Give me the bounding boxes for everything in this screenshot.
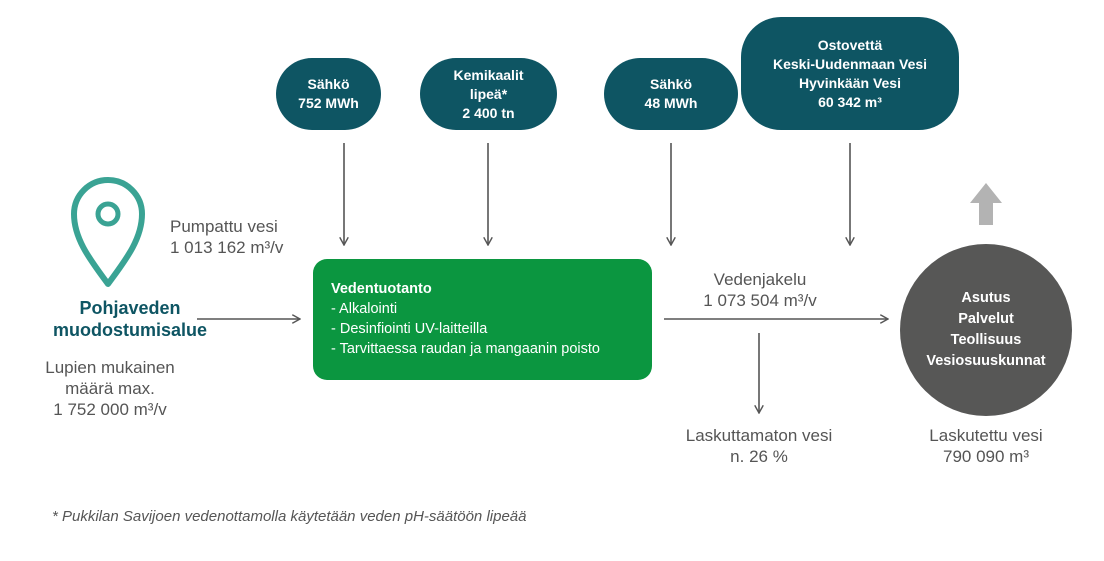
electricity-1-value: 752 MWh [298, 95, 359, 111]
purchased-water-supplier-1: Keski-Uudenmaan Vesi [772, 55, 928, 72]
groundwater-area-title: Pohjaveden muodostumisalue [52, 298, 208, 340]
up-arrow-icon [970, 183, 1002, 225]
production-title: Vedentuotanto [331, 281, 432, 297]
input-chemicals [420, 58, 557, 130]
unbilled-water: Laskuttamaton vesi n. 26 % [685, 426, 833, 466]
footnote: * Pukkilan Savijoen vedenottamolla käytetään veden pH-säätöön lipeää [52, 508, 527, 525]
chemicals-type: lipeä* [469, 85, 508, 102]
consumer-cooperatives: Vesiosuuskunnat [926, 353, 1046, 369]
permit-amount: Lupien mukainen määrä max. 1 752 000 m³/v [45, 358, 175, 419]
billed-water: Laskutettu vesi 790 090 m³ [929, 426, 1043, 466]
purchased-water-value: 60 342 m³ [818, 93, 882, 110]
production-item: - Desinfiointi UV-laitteilla [331, 321, 488, 337]
consumer-services: Palvelut [958, 311, 1014, 327]
input-electricity-2 [604, 58, 738, 130]
consumer-housing: Asutus [961, 290, 1011, 306]
production-item: - Alkalointi [331, 301, 398, 317]
input-purchased-water [741, 17, 959, 130]
water-production-box [313, 259, 652, 380]
electricity-2-value: 48 MWh [644, 95, 698, 111]
location-pin-icon [74, 180, 142, 284]
consumers-circle [900, 244, 1072, 416]
consumer-industry: Teollisuus [950, 332, 1022, 348]
input-electricity-1 [276, 58, 381, 130]
chemicals-value: 2 400 tn [462, 104, 515, 121]
water-distribution: Vedenjakelu 1 073 504 m³/v [703, 270, 817, 310]
purchased-water-supplier-2: Hyvinkään Vesi [799, 74, 901, 91]
electricity-2-label: Sähkö [649, 76, 692, 92]
purchased-water-label: Ostovettä [817, 36, 883, 53]
chemicals-label: Kemikaalit [453, 66, 524, 83]
pumped-water: Pumpattu vesi 1 013 162 m³/v [170, 217, 284, 257]
electricity-1-label: Sähkö [307, 76, 350, 92]
production-item: - Tarvittaessa raudan ja mangaanin poisto [331, 341, 600, 357]
